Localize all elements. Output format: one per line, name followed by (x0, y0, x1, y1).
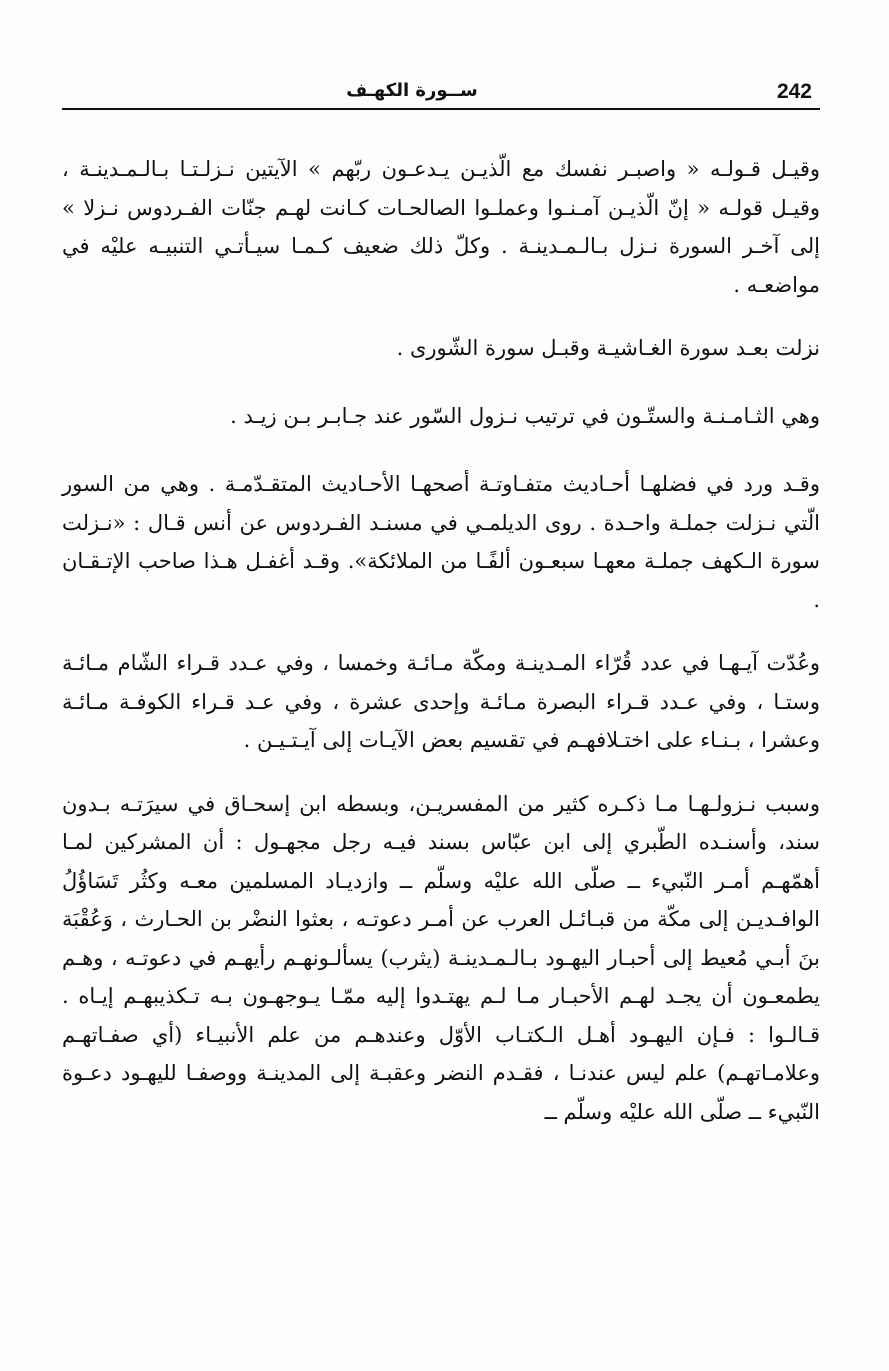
page-header (62, 76, 820, 110)
paragraph-verse-count: وعُدّت آيـهـا في عدد قُرّاء المـدينـة ومكّة مـائـة وخمسا ، وفي عـدد قـراء الشّام مـائـة وستـا ، وفي عـدد قـراء البصرة مـائـة وإحدى عشرة ، وفي عـد قـراء الكوفـة مـائـة وعشرا ، بـنـاء على اختـلافهـم في تقسيم بعض الآيـات إلى آيـتـيـن . (62, 651, 820, 752)
body-text (62, 150, 820, 1156)
paragraph-virtues: وقـد ورد في فضلهـا أحـاديث متفـاوتـة أصحهـا الأحـاديث المتقـدّمـة . وهي من السور الّتي نـزلت جملـة واحـدة . روى الديلمـي في مسنـد الفـردوس عن أنس قـال : «نـزلت سورة الـكهف جملـة معهـا سبعـون ألفًـا من الملائكة». وقـد أغفـل هـذا صاحب الإتـقـان . (62, 472, 820, 612)
paragraph-kahf-verses: وقيـل قـولـه « واصبـر نفسك مع الّذيـن يـدعـون ربّهم » الآيتين نـزلـتـا بـالـمـدينـة ، وقيـل قولـه « إنّ الّذيـن آمـنـوا وعملـوا الصالحـات كـانت لهـم جنّات الفـردوس نـزلا » إلى آخـر السورة نـزل بـالـمـدينـة . وكلّ ذلك ضعيف كـمـا سيـأتـي التنبيـه عليْه في مواضعـه . (62, 157, 820, 297)
page-number: 242 (776, 80, 812, 103)
paragraph-cause-of-revelation: وسبب نـزولـهـا مـا ذكـره كثير من المفسريـن، وبسطه ابن إسحـاق في سيرَتـه بـدون سند، وأسنـده الطّبري إلى ابن عبّاس بسند فيـه رجل مجهـول : أن المشركين لمـا أهمّهـم أمـر النّبيء ــ صلّى الله عليْه وسلّم ــ وازديـاد المسلمين معـه وكثُر تَسَاؤُلُ الوافـديـن إلى مكّة من قبـائـل العرب عن أمـر دعوتـه ، بعثوا النضْر بن الحـارث ، وَعُقْبَة بنَ أبـي مُعيط إلى أحبـار اليهـود بـالـمـدينـة (يثرب) يسألـونهـم رأيهـم في دعوتـه ، وهـم يطمعـون أن يجـد لهـم الأحبـار مـا لـم يهتـدوا إليه ممّـا يـوجهـون بـه تـكذيبهـم إيـاه . قـالـوا : فـإن اليهـود أهـل الـكتـاب الأوّل وعندهـم من علم الأنبيـاء (أي صفـاتهـم وعلامـاتهـم) علم ليس عندنـا ، فقـدم النضر وعقبـة إلى المدينـة ووصفـا لليهـود دعـوة النّبيء ــ صلّى الله عليْه وسلّم ــ (62, 791, 820, 1124)
paragraph-sura-rank: وهي الثـامـنـة والستّـون في ترتيب نـزول السّور عند جـابـر بـن زيـد . (230, 403, 820, 428)
header-divider (62, 108, 820, 110)
paragraph-revelation-order: نزلت بعـد سورة الغـاشيـة وقبـل سورة الشّورى . (396, 336, 820, 360)
running-title: ســورة الكهـف (346, 80, 478, 101)
